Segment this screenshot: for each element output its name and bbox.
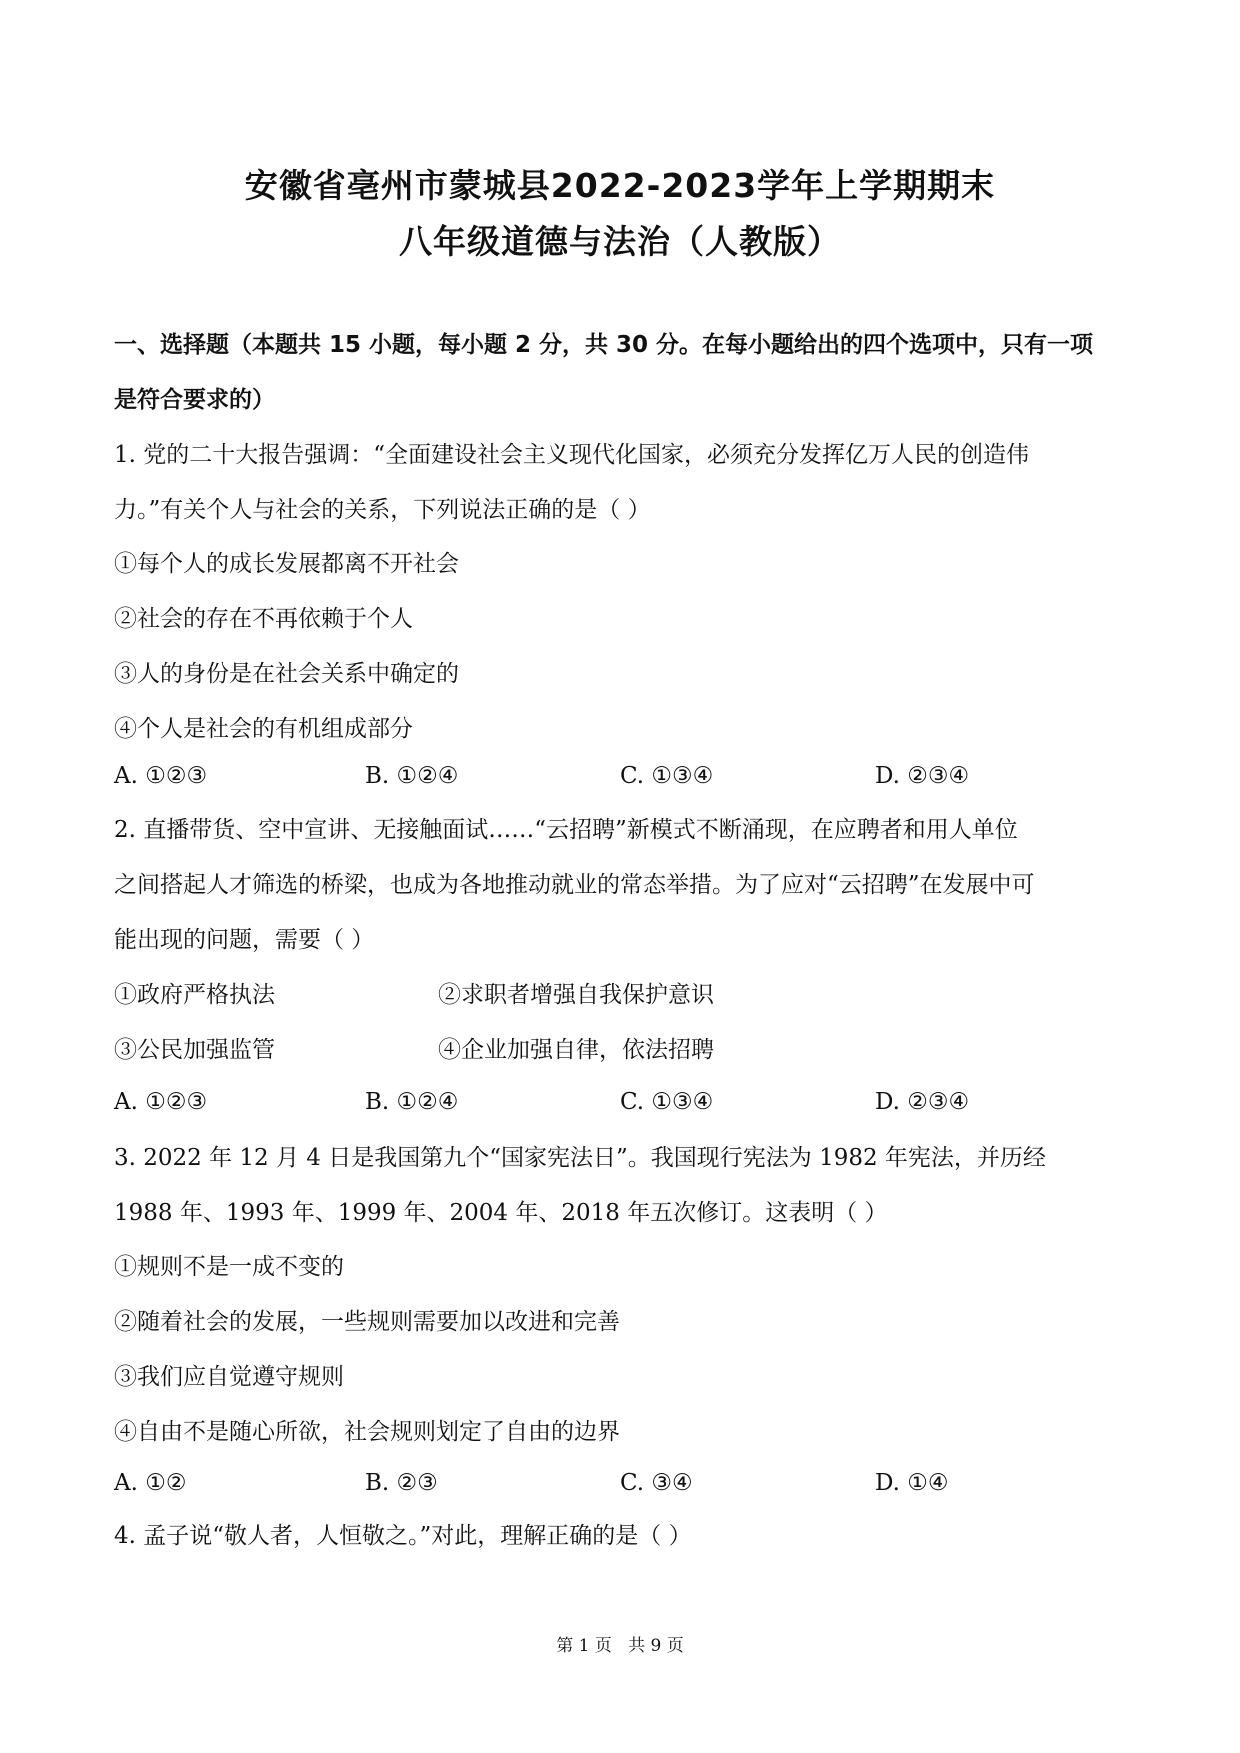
question-3-option-b: B. ②③ — [365, 1470, 438, 1496]
question-3-statement-2: ②随着社会的发展，一些规则需要加以改进和完善 — [114, 1309, 620, 1335]
question-3-stem: 3. 2022 年 12 月 4 日是我国第九个“国家宪法日”。我国现行宪法为 1982 年宪法，并历经 — [114, 1145, 1046, 1171]
question-2-statement-4: ④企业加强自律，依法招聘 — [438, 1037, 714, 1063]
question-2-option-b: B. ①②④ — [365, 1089, 459, 1115]
question-3-statement-1: ①规则不是一成不变的 — [114, 1254, 344, 1280]
question-3-option-c: C. ③④ — [620, 1470, 693, 1496]
question-1-statement-4: ④个人是社会的有机组成部分 — [114, 716, 413, 742]
question-1-statement-2: ②社会的存在不再依赖于个人 — [114, 606, 413, 632]
question-1-option-d: D. ②③④ — [875, 763, 970, 789]
question-1-option-c: C. ①③④ — [620, 763, 714, 789]
question-2-option-a: A. ①②③ — [114, 1089, 208, 1115]
question-2-stem: 2. 直播带货、空中宣讲、无接触面试……“云招聘”新模式不断涌现，在应聘者和用人单位 — [114, 817, 1018, 843]
document-title-line2: 八年级道德与法治（人教版） — [399, 222, 841, 261]
question-2-option-d: D. ②③④ — [875, 1089, 970, 1115]
question-1-stem: 1. 党的二十大报告强调：“全面建设社会主义现代化国家，必须充分发挥亿万人民的创造伟 — [114, 442, 1030, 468]
question-3-statement-3: ③我们应自觉遵守规则 — [114, 1364, 344, 1390]
question-2-option-c: C. ①③④ — [620, 1089, 714, 1115]
question-3-stem-cont: 1988 年、1993 年、1999 年、2004 年、2018 年五次修订。这表明（ ） — [114, 1200, 888, 1226]
question-1-statement-3: ③人的身份是在社会关系中确定的 — [114, 661, 459, 687]
section-heading: 一、选择题（本题共 15 小题，每小题 2 分，共 30 分。在每小题给出的四个选项中，只有一项 — [114, 332, 1094, 358]
question-1-stem-cont: 力。”有关个人与社会的关系，下列说法正确的是（ ） — [114, 497, 651, 523]
question-2-stem-cont: 之间搭起人才筛选的桥梁，也成为各地推动就业的常态举措。为了应对“云招聘”在发展中可 — [114, 872, 1035, 898]
question-1-option-a: A. ①②③ — [114, 763, 208, 789]
question-1-statement-1: ①每个人的成长发展都离不开社会 — [114, 551, 459, 577]
question-4-stem: 4. 孟子说“敬人者，人恒敬之。”对此，理解正确的是（ ） — [114, 1523, 692, 1549]
question-3-option-a: A. ①② — [114, 1470, 187, 1496]
question-2-stem-cont: 能出现的问题，需要（ ） — [114, 927, 375, 953]
question-2-statement-1: ①政府严格执法 — [114, 982, 275, 1008]
question-2-statement-3: ③公民加强监管 — [114, 1037, 275, 1063]
question-2-statement-2: ②求职者增强自我保护意识 — [438, 982, 714, 1008]
page-number: 第 1 页 共 9 页 — [556, 1636, 684, 1656]
question-3-option-d: D. ①④ — [875, 1470, 949, 1496]
document-title-line1: 安徽省亳州市蒙城县2022-2023学年上学期期末 — [244, 166, 996, 205]
question-3-statement-4: ④自由不是随心所欲，社会规则划定了自由的边界 — [114, 1419, 620, 1445]
section-heading-cont: 是符合要求的） — [114, 387, 275, 413]
question-1-option-b: B. ①②④ — [365, 763, 459, 789]
